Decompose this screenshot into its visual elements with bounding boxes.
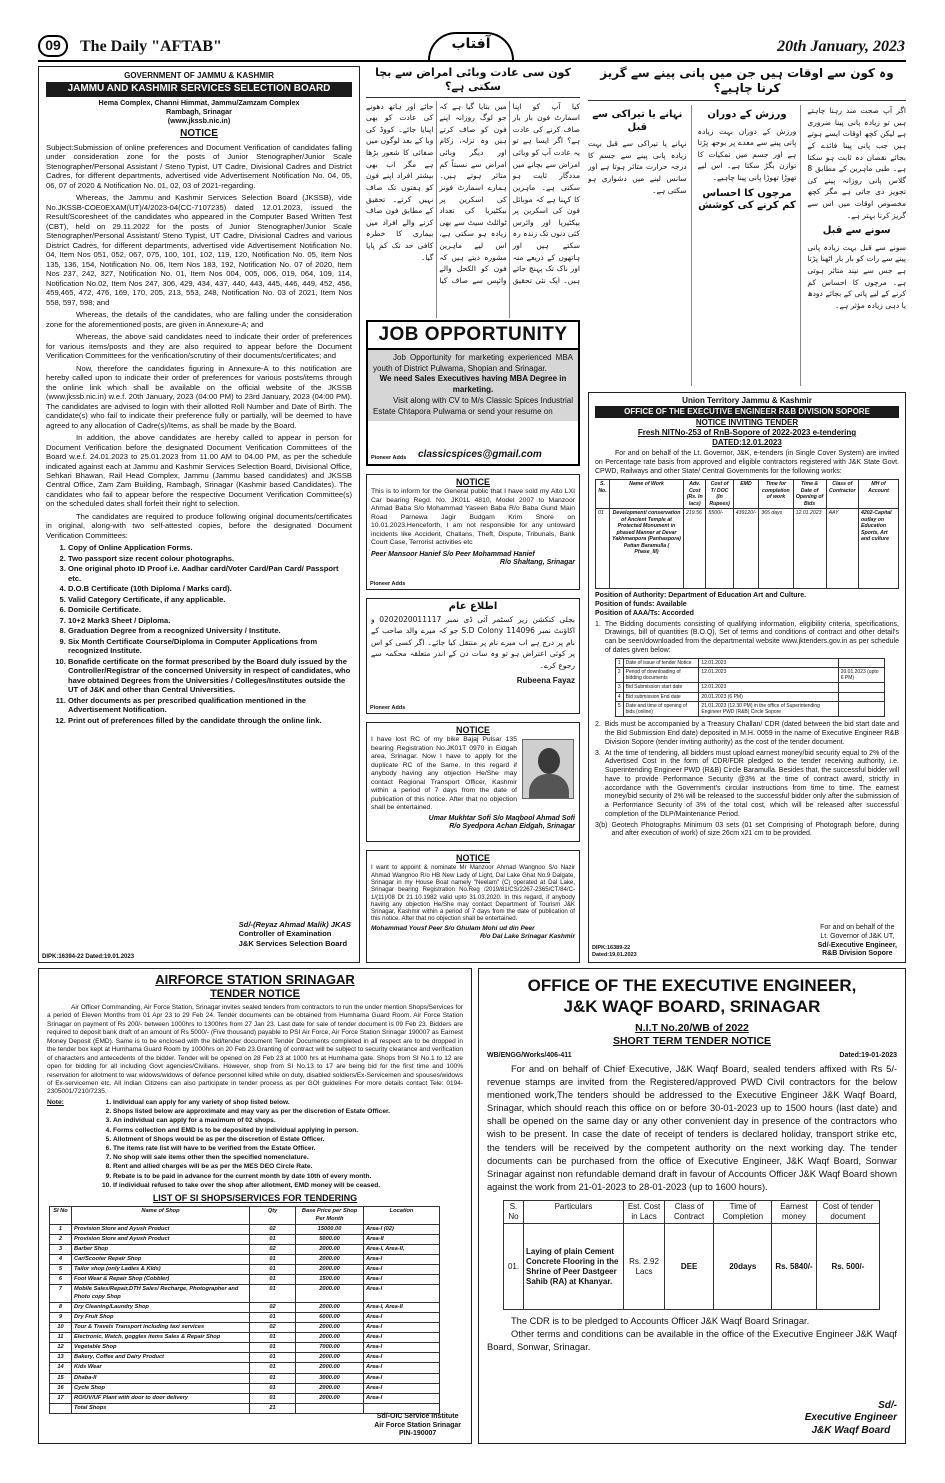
waqf-nit: N.I.T No.20/WB of 2022 (635, 1021, 749, 1034)
jkssb-signature (239, 920, 351, 948)
jkssb-gov: GOVERNMENT OF JAMMU & KASHMIR (124, 71, 274, 80)
table-row: 13 Bakery, Coffee and Dairy Product 01 2000.00 Area-I (50, 1353, 440, 1363)
job-email: classicspices@gmail.com (418, 448, 542, 460)
table-row: 12 Vegetable Shop 01 7000.00 Area-I (50, 1343, 440, 1353)
notice-rc-sign1: Umar Mukhtar Sofi S/o Maqbool Ahmad Sofi (428, 814, 575, 822)
list-item: 2. Shops listed below are approximate and may vary as per the discretion of Estate Officer. (113, 1108, 463, 1116)
urdu-water-body4: سونے سے قبل بہت زیادہ پانی پینے سے رات کو بار بار اٹھنا پڑتا ہے جس سے نیند متاثر ہوتی ہے۔ مرچوں کا احساس کم کرنے کے لیے پانی کے بجائے دودھ یا دہی زیادہ مؤثر ہے۔ (807, 242, 906, 310)
rnb-cond3b: Geotech Photographs Minimum 03 sets (01 set Comprising of Photograph before, during and after execution of work) of size 26cm x21 cm to be provided. (611, 821, 899, 838)
masthead-rule (38, 60, 906, 62)
urdu-water-body2: ورزش کے دوران بہت زیادہ پانی پینے سے معدے پر بوجھ پڑتا ہے اور جسم میں نمکیات کا توازن بگڑ سکتا ہے۔ اس لیے تھوڑا تھوڑا پانی پینا چاہیے۔ (697, 126, 797, 182)
jkssb-address1: Hema Complex, Channi Himmat, Jammu/Zamzam Complex (98, 97, 300, 107)
table-row: 6 Foot Wear & Repair Shop (Cobbler) 01 1500.00 Area-I (50, 1275, 440, 1285)
rnb-cond2: Bids must be accompanied by a Treasury Challan/ CDR (dated between the bid start date and the Bid Submission End date) deposited in M.H. 0059 in the name of Executive Engineer R&B Division Sopore (tender inviting authority) as the cost of the tender document. (604, 721, 899, 746)
table-header: Qty (250, 1207, 296, 1224)
notice-rc-sign2: R/o Syedpora Achan Eidgah, Srinagar (449, 823, 575, 831)
issue-date: 20th January, 2023 (777, 38, 905, 55)
jkssb-sign-title: Controller of Examination (238, 929, 332, 939)
jkssb-p1: Subject:Submission of online preferences and Document Verification of candidates falling under consideration zone for the posts of Junior Stenographer/Junior Scale Stenographer/Personal Assistant / Steno Typist, UT Cadre, Divisional Cadres and District Cadres, for different departments, advertised vide Advertisement Notification No. 04, 05, 06, 07 of 2020 & Notification No. 01, 02, 03 of 2021-regarding. (46, 143, 352, 190)
table-row: 2 Period of downloading of bidding documents 12.01.2023 20.01.2023 (upto 6 PM) (615, 667, 885, 683)
table-header: MH of Account (859, 480, 899, 509)
urdu-water-body3: نہانے یا تیراکی سے قبل بہت زیادہ پانی پینے سے جسم کا درجہ حرارت متاثر ہوتا ہے اور سانس لینے میں دشواری ہو سکتی ہے۔ (588, 139, 687, 195)
rnb-dipk: DIPK:16389-22 Dated:19.01.2023 (592, 945, 637, 959)
table-header: Class of Contract (665, 1201, 714, 1224)
table-header: Time of Completion (714, 1201, 772, 1224)
list-item: 9. Six Month Certificate Course/Diploma in Computer Applications from recognized Institute. (68, 637, 352, 656)
table-header: Est. Cost in Lacs (624, 1201, 665, 1224)
table-row: 5 Date and time of opening of bids (online) 21.01.2023 (12.30 PM) in the office of Superintending Engineer PWD (R&B) Circle Sopore (615, 701, 885, 717)
waqf-ref: WB/ENGG/Works/406-411 (487, 1051, 572, 1059)
notice-car-sign1: Peer Mansoor Hanief S/o Peer Mohammad Hanief (371, 550, 535, 558)
table-row: 4 Bid submission End date 20.01.2023 (6 PM) (615, 692, 885, 701)
waqf-short: SHORT TERM TENDER NOTICE (612, 1034, 772, 1047)
table-row: 9 Dry Fruit Shop 01 6000.00 Area-I (50, 1312, 440, 1322)
list-item: 10. If individual refused to take over the shop after allotment, EMD money will be ceased. (113, 1182, 463, 1190)
waqf-title1: OFFICE OF THE EXECUTIVE ENGINEER, (527, 976, 857, 995)
page-number: 09 (45, 37, 61, 53)
table-header: Base Price per Shop Per Month (296, 1207, 364, 1224)
table-header: S. No. (596, 480, 610, 509)
notice-car-sale (366, 474, 580, 590)
table-header: Cost of T/ DOC (In Rupees) (706, 480, 733, 509)
waqf-dated: Dated:19-01-2023 (839, 1051, 897, 1059)
urdu-article-water (588, 66, 906, 386)
list-item: 7. No shop will sale items other then the specified nomenclature. (113, 1154, 463, 1162)
jkssb-sign-board: J&K Services Selection Board (238, 938, 348, 948)
notice-car-sign2: R/o Shaltang, Srinagar (499, 559, 575, 567)
table-header: SI No (50, 1207, 72, 1224)
airforce-tender (38, 968, 472, 1444)
paper-name: The Daily "AFTAB" (80, 38, 222, 55)
notice-car-footer: Pioneer Adds (370, 581, 406, 588)
job-opportunity-ad (366, 320, 580, 466)
list-item: 7. 10+2 Mark3 Sheet / Diploma. (68, 616, 352, 625)
jkssb-address2: Rambagh, Srinagar (166, 106, 232, 116)
jkssb-document-list (46, 543, 352, 725)
jkssb-site: (www.jkssb.nic.in) (167, 115, 231, 125)
table-header: Name of Shop (72, 1207, 250, 1224)
table-header: Adv. Cost (Rs. In lacs) (684, 480, 706, 509)
table-header: Particulars (524, 1201, 624, 1224)
waqf-board-tender (478, 968, 906, 1444)
rnb-ut: Union Territory Jammu & Kashmir (682, 396, 812, 405)
rnb-sopore-tender: Union Territory Jammu & Kashmir OFFICE OF THE EXECUTIVE ENGINEER R&B DIVISION SOPORE NOTICE INVITING TENDER Fresh NITNo-253 of RnB-Sopore of 2022-2023 e-tendering DATED:12.01.2023 For and on behalf of the Lt. Governor, J&K, e-tenders (in Single Cover System) are invited on Percentage rate basis from approved and eligible contractors registered with J&K State Govt. CPWD, Railways and other State/ Central Governments for the following works: S. No. Name of Work Adv. Cost (Rs. In lacs) Cost of T/ DOC (In Rupees) EMD Time for completion of work Time & Date of Opening of Bids Class of Contractor MH of Account 01 Development/ conservation of Ancient Temple at Protected Monument in phased Manner at Devar Yakhmanpora (Panhaspora) Pattan Baramulla ( Phase_III) 219.56 5500/- 439120/- 365 days 12.01.2023 AAY 4202-Capital outlay on Education Sports, Art and culture Position of Authority: Department of Education Art and Culture. Position of funds: Available Position of AAA/Ts: Accorded 1. The Bidding documents consisting of qualifying information, eligibility criteria, specifications, Drawings, bill of quantities (B.O.Q), Set of terms and conditions of contract and other detail's can be seen/downloaded from the departmental website www.jktenders.gov.in as per schedule of dates given below: 1 Date of issue of tender Notice 12.01.2023 2 Period of downloading of bidding documents 12.01.2023 20.01.2023 (upto 6 PM) 3 Bid Submission start date 12.01.2023 4 Bid submission End date 20.01.2023 (6 PM) 5 Date and time of opening of bids (online) 21.01.2023 (12.30 PM) in the office of Superintending Engineer PWD (R&B) Circle Sopore 2. Bids must be accompanied by a Treasury Challan/ CDR (dated between the bid start date and the Bid Submission End date) deposited in M.H. 0059 in the name of Executive Engineer R&B Division Sopore (tender inviting authority) as the cost of the tender document. 3. At the time of tendering, all bidders must upload earnest money/bid security equal to 2% of the Advertised Cost in the form of CDR/FDR pledged to the tender receiving authority, i.e. Superintending Engineer PWD (R&B) Circle Baramulla. Besides that, the successful bidder will have to provide Performance Security @3% at the time of contract award, strictly in accordance with the Government's circular instructions from time to time. The earnest money/bid security of 2% will be released to the successful bidder only after the submission of a Performance Security of 3% of the total cost, which will be released after successful completion of the DLP/Maintenance Period. 3(b) Geotech Photographs Minimum 03 sets (01 set Comprising of Photograph before, during and after execution of work) of size 26cm x21 cm to be provided. For and on behalf of the Lt. Governor of J&K UT, Sd/-Executive Engineer, R&B Division Sopore DIPK:16389-22 Dated:19.01.2023 (588, 392, 906, 963)
waqf-cdr: The CDR is to be pledged to Accounts Officer J&K Waqf Board Srinagar. (511, 1316, 810, 1327)
list-item: 6. Domicile Certificate. (68, 605, 352, 614)
list-item: 4. D.O.B Certificate (10th Diploma / Marks card). (68, 584, 352, 593)
jkssb-p2: Whereas, the Jammu and Kashmir Services Selection Board (JKSSB), vide No.JKSSB-COE0EXAM(UT)/4/2023-04(CC-7107235) dated 12.01.2023, issued the Result/Scoresheet of the candidates who appeared in the Computer Based Written Test (CBT), held on 29.11.2022 for the posts of Junior Stenographer/Junior Scale Stenographer/Personal Assistant/ Steno Typist, UT Cadre, Divisional Cadres and various District Cadres, for different departments, advertised vide Advertisement Notification No. 04, Item Nos 051, 052, 067, 075, 100, 101, 102, 119, 120, Notification No. 05, Item Nos 135, 136, 154, Notification No. 06, Item Nos 183, 192, Notification No. 07 of 2020, Item Nos 237, 242, 327, Notification No. 01, Item Nos 004, 005, 006, 019, 064, 109, 114, Notification No.02, Item Nos 247, 306, 429, 434, 437, 440, 443, 445, 446, 449, 452, 456, 459,465, 472, 476, 169, 170, 205, 213, 553, 248, Notification No. 03 of 2021, Item Nos 558, 597, 598; and (46, 193, 352, 307)
table-row: 1 Date of issue of tender Notice 12.01.2023 (615, 658, 885, 667)
job-heading: JOB OPPORTUNITY (368, 322, 578, 350)
table-row: 16 Cycle Shop 01 2000.00 Area-I (50, 1383, 440, 1393)
table-row: 01 Development/ conservation of Ancient Temple at Protected Monument in phased Manner at Devar Yakhmanpora (Panhaspora) Pattan Baramulla ( Phase_III) 219.56 5500/- 439120/- 365 days 12.01.2023 AAY 4202-Capital outlay on Education Sports, Art and culture (596, 509, 899, 589)
jkssb-p7: The candidates are required to produce following original documents/certificates in original, along-with two self-attested copies, before the designated Document Verification Committees: (46, 511, 352, 540)
rnb-intro: For and on behalf of the Lt. Governor, J&K, e-tenders (in Single Cover System) are invited on Percentage rate basis from approved and eligible contractors registered with J&K State Govt. CPWD, Railways and other State/ Central Governments for the following works: (595, 450, 899, 475)
urdu-notice-sign: Rubeena Fayaz (516, 675, 575, 685)
urdu-article-water-title: وہ کون سے اوقات ہیں جن میں پانی پینے سے گریز کرنا چاہیے؟ (588, 66, 906, 101)
airforce-list-title: LIST OF SI SHOPS/SERVICES FOR TENDERING (152, 1193, 358, 1204)
urdu-public-notice (366, 598, 580, 714)
notice-hb-sign2: R/o Dal Lake Srinagar Kashmir (479, 932, 575, 940)
jkssb-p6: In addition, the above candidates are hereby called to appear in person for Document Verification before the designated Document Verification Committees of the Board w.e.f. 24.01.2023 to 25.01.2023 from 11.00 AM to 04.00 PM, as per the schedule indicated against each at Jammu and Kashmir Services Selection Board, Divisional Office, Sehkari Bhawan, Rail Head Complex, Jammu (Jammu based candidates) and JKSSB Central Office, Zam Zam Building, Rambagh, Srinagar (Kashmir based Candidates). The candidates who fail to appear before the respective Document Verification Committee(s) on the scheduled dates shall forfeit their right to selection. (46, 433, 352, 509)
table-row: 01. Laying of plain Cement Concrete Flooring in the Shrine of Peer Dastgeer Sahib (RA) at Khanyar. Rs. 2.92 Lacs DEE 20days Rs. 5840/- Rs. 500/- (504, 1224, 880, 1310)
table-row: 1 Provision Store and Ayush Product 02 15000.00 Area-I (02) (50, 1224, 440, 1234)
urdu-notice-footer: Pioneer Adds (370, 705, 406, 712)
rnb-funds: Position of funds: Available (595, 601, 687, 608)
job-text3: Visit along with CV to M/s Classic Spices Industrial Estate Chtapora Pulwama or send your resume on (373, 395, 573, 416)
list-item: 1. Individual can apply for any variety of shop listed below. (113, 1099, 463, 1107)
table-row: 17 RO/UV/UF Plant with door to door delivery 01 2000.00 Area-I (50, 1393, 440, 1403)
rnb-cond1: The Bidding documents consisting of qualifying information, eligibility criteria, specifications, Drawings, bill of quantities (B.O.Q), Set of terms and conditions of contract and other detail's can be seen/downloaded from the departmental website www.jktenders.gov.in as per schedule of dates given below: (604, 620, 899, 654)
list-item: 1. Copy of Online Application Forms. (68, 543, 352, 552)
jkssb-p3: Whereas, the details of the candidates, who are falling under the consideration zone for the aforementioned posts, are given in Annexure-A; and (46, 310, 352, 329)
urdu-article-habits-title: کون سی عادت وبائی امراض سے بچا سکتی ہے؟ (366, 66, 580, 98)
rnb-signature: For and on behalf of the Lt. Governor of J&K UT, Sd/-Executive Engineer, R&B Division Sopore (817, 924, 897, 958)
person-photo (522, 739, 574, 799)
airforce-shops-table (49, 1206, 440, 1414)
jkssb-board: JAMMU AND KASHMIR SERVICES SELECTION BOARD (46, 82, 352, 97)
table-header: Time for completion of work (759, 480, 793, 509)
notice-car-heading: NOTICE (455, 477, 490, 487)
waqf-work-table (503, 1200, 880, 1310)
airforce-signature: Sd/-OIC Service Institute Air Force Station Srinagar PIN-190007 (374, 1412, 461, 1438)
urdu-water-sub3: مرچوں کا احساس کم کرنے کی کوشش (698, 187, 796, 212)
table-row: 3 Bid Submission start date 12.01.2023 (615, 683, 885, 692)
rnb-nit: Fresh NITNo-253 of RnB-Sopore of 2022-2023 e-tendering (637, 428, 857, 437)
waqf-other: Other terms and conditions can be available in the office of the Executive Engineer J&K Waqf Board, Sonwar, Srinagar. (487, 1328, 897, 1353)
table-header: Cost of tender document (816, 1201, 880, 1224)
job-text1: Job Opportunity for marketing experienced MBA youth of District Pulwama, Shopian and Srinagar. (373, 352, 573, 373)
notice-car-body: This is to inform for the General public that I have sold my Alto LXI Car bearing Regd. No. JK01L 4810, Model 2007 to Manzoor Ahmad Baba S/o Mohammad Yaseen Baba R/o Baba Gund Main Road Parnewa Jagir Budgam Krim Shore on 10.01.2023.Henceforth, I am not responsible for any untoward incidents like Accident, Challans, Theft, Dispute, Tribunals, Bank Court Case, Terrorist activities etc (371, 488, 575, 547)
urdu-water-sub2: نہانے یا تیراکی سے قبل (592, 109, 683, 133)
waqf-body: For and on behalf of Chief Executive, J&K Waqf Board, sealed tenders affixed with Rs 5/- revenue stamps are invited from the Registered/approved PWD Civil contractors for the below mentioned work,The tenders should be addressed to the Executive Engineer J&K Waqf Board, Srinagar, which should reach this office on or before 30-01-2023 up to 1500 hours (last date) and shall be opened on the same day or any other convenient day in presence of the contractors who wish to be present. In case the date of receipt of tenders is declared holiday, transport strike etc, the tenders will be received by the competent authority on the next working day. The tender documents can be purchased from the office of Executive Engineer, J&K Waqf Board, Sonwar Srinagar against non refundable demand draft in favour of Accounts Officer J&K Waqf Board shown against the work from 21-01-2023 to 28-01-2023 (up to 1600 hours). (487, 1063, 897, 1193)
list-item: 2. Two passport size recent colour photographs. (68, 554, 352, 563)
job-text2: We need Sales Executives having MBA Degree in marketing. (379, 374, 567, 395)
notice-rc-heading: NOTICE (455, 725, 490, 735)
table-row: 2 Provision Store and Ayush Product 01 5000.00 Area-II (50, 1234, 440, 1244)
urdu-notice-body: بجلی کنکشن زیر کسٹمر آئی ڈی نمبر 0202020011117 و اکاؤنٹ نمبر 114096 S.D Colony جو کہ میرے والد صاحب کے نام پر درج ہے اب میرے نام پر منتقل کیا جائے۔ اگر کسی کو اس پر کوئی اعتراض ہو تو وہ سات دن کے اندر متعلقہ محکمہ سے رجوع کرے۔ (371, 614, 575, 670)
table-row: 15 Dhaba-II 01 3000.00 Area-I (50, 1373, 440, 1383)
waqf-signature: Sd/- Executive Engineer J&K Waqf Board (804, 1399, 897, 1436)
urdu-water-sub4: سونے سے قبل (822, 225, 891, 237)
notice-hb-body: I want to appoint & nominate Mr Manzoor Ahmad Wangnoo S/o Nazir Ahmad Wangnoo R/o HB New Lady of Light, Dal Lake Ghat No.9 Dalgate, Srinagar in my House Boat namely "Neelam" (C) operated at Dal Lake, Srinagar bearing Registration No.Reg /2019/81/CS/2267-2365/CT/84/C-1/(11)/08 Dt 21.10.1982 valid upto 31.03.2020. In this regard, if anybody having any objection He/She may contact Department of Tourism J&K Srinagar, Kashmir within a period of 7 days from the date of publication of this notice. After that no objection shall be entertained. (371, 864, 575, 923)
airforce-notes (73, 1099, 463, 1191)
table-row: 11 Electronic, Watch, goggles items Sales & Repair Shop 01 2000.00 Area-I (50, 1333, 440, 1343)
airforce-note-label: Note: (47, 1098, 64, 1106)
list-item: 6. The items rate list will have to be verified from the Estate Officer. (113, 1145, 463, 1153)
table-header: Location (364, 1207, 440, 1224)
jkssb-sign-name: Sd/-(Reyaz Ahmad Malik) JKAS (238, 919, 351, 929)
notice-hb-sign1: Mohammad Yousf Peer S/o Ghulam Mohi ud din Peer (371, 924, 535, 932)
table-row: 4 Car/Scooter Repair Shop 01 2000.00 Area-I (50, 1255, 440, 1265)
table-row: Total Shops 21 (50, 1403, 440, 1413)
list-item: 10. Bonafide certificate on the format prescribed by the Board duly issued by the Controller/Registrar of the concerned University in respect of candidates, who have obtained Degrees from the Universities / Colleges/Institutes outside the UT of J&K and other than Central Universities. (68, 657, 352, 695)
urdu-article-habits-body: کیا آپ کو اپنا اسمارٹ فون بار بار صاف کرنے کی عادت ہے؟ اگر ایسا ہے تو یہ عادت آپ کو وبائی امراض سے بچانے میں مددگار ثابت ہو سکتی ہے۔ ماہرین کا کہنا ہے کہ موبائل فون کی اسکرین پر بیکٹیریا اور وائرس کئی دنوں تک زندہ رہ سکتے ہیں اور ہاتھوں کے ذریعے منہ اور ناک تک پہنچ جاتے ہیں۔ ایک نئی تحقیق میں بتایا گیا ہے کہ جو لوگ روزانہ اپنے فون کو صاف کرتے ہیں وہ نزلہ، زکام اور دیگر وبائی امراض سے نسبتاً کم متاثر ہوتے ہیں۔ ہمارے اسمارٹ فونز کی اسکرین پر بیکٹیریا کی تعداد ٹوائلٹ سیٹ سے بھی زیادہ ہو سکتی ہے، اس لیے ماہرین مشورہ دیتے ہیں کہ فون کو الکحل والے وائپس سے صاف کیا جائے اور ہاتھ دھونے کی عادت کو بھی اپنایا جائے۔ کووڈ کی وبا کے بعد لوگوں میں صفائی کا شعور بڑھا ہے مگر اب بھی بیشتر افراد اپنے فون کو ہفتوں تک صاف نہیں کرتے۔ تحقیق کے مطابق فون صاف کرنے والے افراد میں بیماری کا خطرہ کافی حد تک کم پایا گیا۔ (366, 101, 580, 285)
logo-text: آفتاب (451, 36, 491, 52)
table-header: S. No (504, 1201, 524, 1224)
rnb-aaa: Position of AAA/Ts: Accorded (595, 609, 694, 617)
list-item: 5. Valid Category Certificate, if any applicable. (68, 595, 352, 604)
airforce-heading: TENDER NOTICE (210, 988, 300, 1001)
rnb-heading: NOTICE INVITING TENDER (695, 418, 799, 427)
jkssb-heading: NOTICE (180, 127, 218, 139)
jkssb-p4: Whereas, the above said candidates need to indicate their order of preferences for various items/posts and they are also required to appear before the Document Verification Committees for the verification/scrutiny of their documents/certificates; and (46, 332, 352, 361)
table-header: Class of Contractor (826, 480, 858, 509)
list-item: 8. Graduation Degree from a recognized University / Institute. (68, 626, 352, 635)
table-row: 5 Tailor shop (only Ladies & Kids) 01 2000.00 Area-I (50, 1265, 440, 1275)
rnb-authority: Position of Authority: Department of Education Art and Culture. (595, 592, 807, 600)
list-item: 5. Allotment of Shops would be as per the discretion of Estate Officer. (113, 1136, 463, 1144)
list-item: 3. An individual can apply for a maximum of 02 shops. (113, 1117, 463, 1125)
jkssb-p5: Now, therefore the candidates figuring in Annexure-A to this notification are hereby called upon to indicate their order of preferences for various posts/items through the online link which shall be available on the official website of the JKSSB (www.jkssb.nic.in) w.e.f. 20th January, 2023 (04:00 PM) to 23rd January, 2023 (04:00 PM). The candidates are advised to login with their allotted Roll Number and Date of Birth. The candidate(s) who fail to indicate their preference fully or partially, will be deemed to have agreed to any allocation of Cadre(s)/Items, as shall be made by the Board. (46, 363, 352, 430)
airforce-title: AIRFORCE STATION SRINAGAR (155, 972, 355, 987)
urdu-water-sub1: ورزش کے دوران (707, 109, 787, 120)
rnb-cond3: At the time of tendering, all bidders must upload earnest money/bid security equal to 2% of the Advertised Cost in the form of CDR/FDR pledged to the tender receiving authority, i.e. Superintending Engineer PWD (R&B) Circle Baramulla. Besides that, the successful bidder will have to provide Performance Security @3% at the time of contract award, strictly in accordance with the Government's circular instructions from time to time. The earnest money/bid security of 2% will be released to the successful bidder only after the submission of a Performance Security of 3% of the total cost, which will be released after successful completion of the DLP/Maintenance Period. (604, 749, 899, 818)
job-footer: Pioneer Adds (371, 455, 407, 462)
table-row: 3 Barber Shop 02 2000.00 Area-I, Area-II, (50, 1244, 440, 1254)
table-header: Time & Date of Opening of Bids (793, 480, 826, 509)
rnb-works-table (595, 479, 899, 589)
list-item: 4. Forms collection and EMD is to be deposited by individual applying in person. (113, 1127, 463, 1135)
rnb-dated: DATED:12.01.2023 (712, 438, 782, 447)
table-row: 14 Kids Wear 01 2000.00 Area-I (50, 1363, 440, 1373)
urdu-water-body1: اگر آپ صحت مند رہنا چاہتے ہیں تو زیادہ پانی پینا ضروری ہے لیکن کچھ اوقات ایسے ہوتے ہیں جب پانی پینا فائدے کے بجائے نقصان دہ ثابت ہو سکتا ہے۔ طبی ماہرین کے مطابق 8 گلاس پانی روزانہ پینے کی تجویز دی جاتی ہے مگر کچھ مخصوص اوقات میں اس سے گریز کرنا بہتر ہے۔ (807, 106, 906, 220)
rnb-schedule-table (615, 658, 886, 718)
rnb-office: OFFICE OF THE EXECUTIVE ENGINEER R&B DIVISION SOPORE (595, 406, 899, 418)
notice-houseboat (366, 850, 580, 963)
table-row: 7 Mobile Sales/Repair,DTH Sales/ Recharge, Photographer and Photo copy Shop 01 2000.00 Area-I (50, 1285, 440, 1302)
list-item: 3. One original photo ID Proof i.e. Aadhar card/Voter Card/Pan Card/ Passport etc. (68, 564, 352, 583)
waqf-title2: J&K WAQF BOARD, SRINAGAR (563, 997, 821, 1017)
urdu-notice-heading: اطلاع عام (448, 601, 498, 612)
list-item: 9. Rebate is to be paid in advance for the current month by date 10th of every month. (113, 1173, 463, 1181)
table-row: 10 Tour & Travels Transport including taxi services 02 2000.00 Area-I (50, 1322, 440, 1332)
urdu-article-habits (366, 66, 580, 318)
masthead (0, 0, 945, 60)
jkssb-dipk: DIPK:16394-22 Dated:19.01.2023 (42, 953, 135, 960)
table-header: EMD (733, 480, 758, 509)
table-header: Name of Work (610, 480, 684, 509)
list-item: 11. Other documents as per prescribed qualification mentioned in the Advertisement Notification. (68, 696, 352, 715)
notice-rc-body: I have lost RC of my bike Bajaj Pulsar 135 bearing Registration No.JK01T 0970 in Eidgah area, Srinagar. Now I have to apply for the duplicate RC of the Same. In this regard if anybody having any objection He/She may contact Regional Transport Officer, Kashmir within a period of 7 days from the date of publication of this notice. After that no objection shall be entertained. (371, 736, 517, 812)
list-item: 12. Print out of preferences filled by the candidate through the online link. (68, 716, 352, 725)
jkssb-notice (38, 66, 360, 963)
list-item: 8. Rent and allied charges will be as per the MES DEO Circle Rate. (113, 1163, 463, 1171)
table-header: Earnest money (772, 1201, 816, 1224)
notice-hb-heading: NOTICE (455, 853, 490, 863)
table-row: 8 Dry Cleaning/Laundry Shop 02 2000.00 Area-I, Area-II (50, 1302, 440, 1312)
notice-lost-rc (366, 722, 580, 842)
airforce-body: Air Officer Commanding, Air Force Station, Srinagar invites sealed tenders from contractors to run the under mention Shops/Services for a period of Eleven Months from 01 Apr 23 to 29 Feb 24. Tender documents can be obtained from Humhama Guard Room. Air Force Station Srinagar on payment of Rs 200/- between 1000hrs to 1300hrs from 27 Jan 23. Last date for sale of tender document is 09 Feb 23. Bidders are required to deposit bank draft of an amount of Rs 5000/- (Five thousand) payable to PSI Air Force, Air Force Station Srinagar 190007 as Earnest Money Deposit (EMD). Same is to be enclosed with the bid/tender document Tender Documents completed in all respect are to be dropped in the tender box kept at Humhama Guard Room by 1000hrs on 20 Feb 23.Granting of contract will be subject to security clearance and verification of characters and antecedents of the bidder. Tender will be opened on 28 Feb 23 at 1000 hrs at Humhama gate. Shops from SI No.1 to 12 are open for bidding for all including Govt agencies/Civilians. However, shop from SI No.13 to 17 are being bid for the first time and 100% reservation for allotment to war widows/widows of defence personnel killed while on duty, disabled soldiers/Ex-Servicemen and spouses/widows of Ex-servicemen etc. All Indian Citizens can also participate in tender process as per GOI guidelines For more details contact Tele: 0194-2305001/7210/7235. (47, 1004, 463, 1096)
